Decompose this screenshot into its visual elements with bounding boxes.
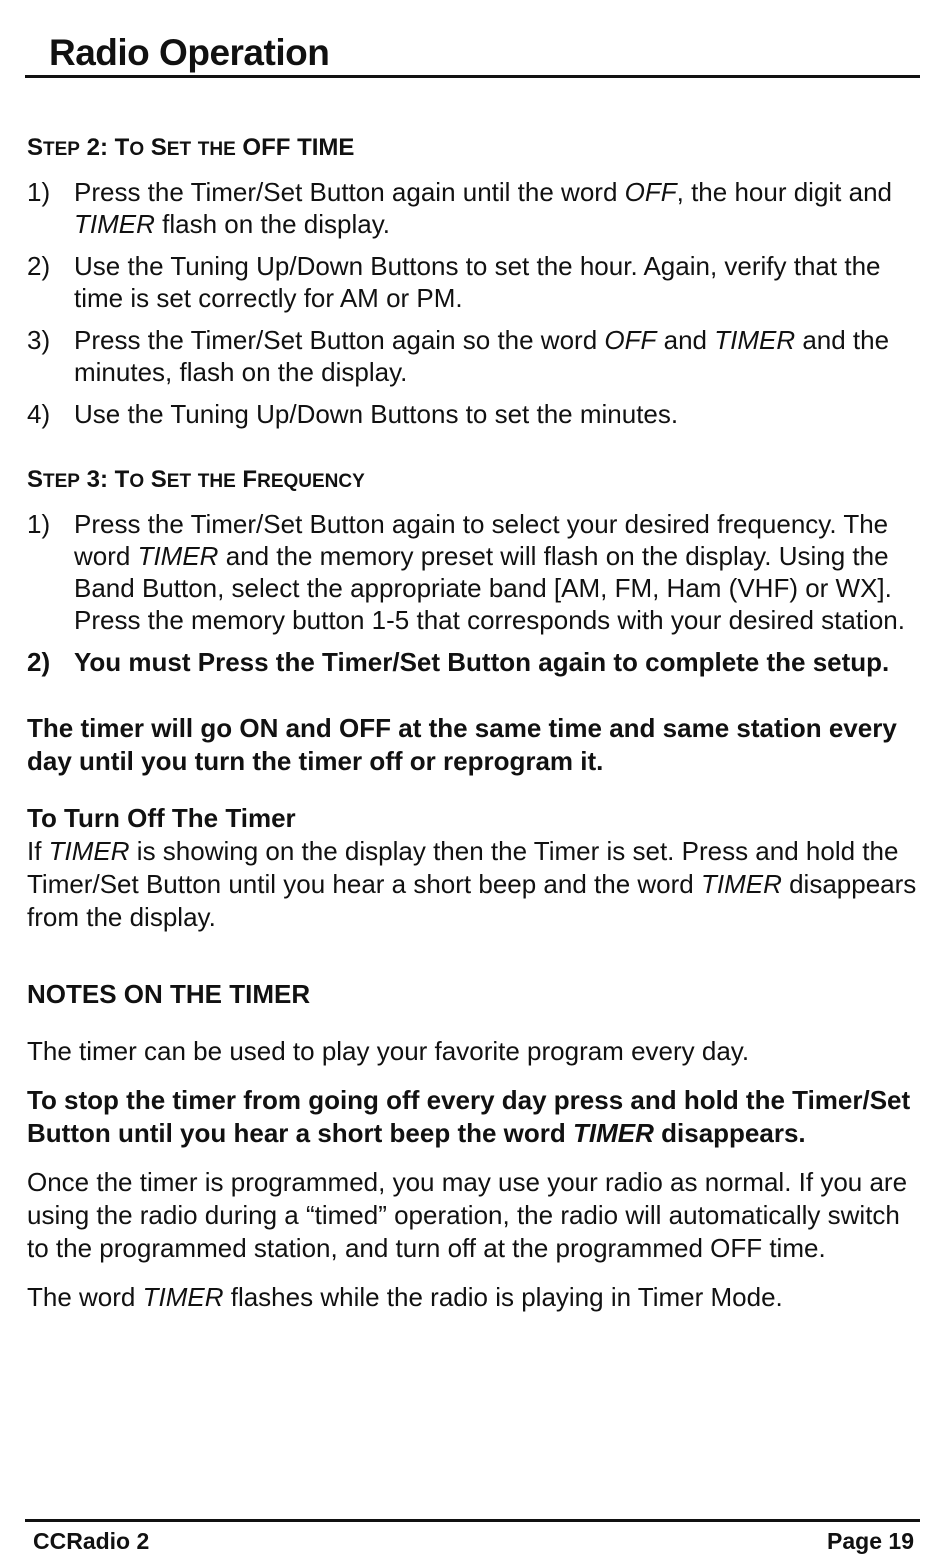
heading-text: REQUENCY (257, 471, 365, 492)
step2-heading (27, 134, 920, 162)
heading-text: 3: (79, 466, 115, 493)
text-run: flashes while the radio is playing in Timer Mode. (223, 1282, 783, 1312)
heading-text: THE (197, 471, 236, 492)
heading-text: OFF TIME (235, 134, 355, 161)
text-run: Press the Timer/Set Button again so the word (74, 325, 605, 355)
text-run: Use the Tuning Up/Down Buttons to set the minutes. (74, 399, 679, 429)
emphasis-text: TIMER (573, 1118, 654, 1148)
page-number: Page 19 (827, 1528, 914, 1554)
list-item-number: 4) (27, 399, 51, 429)
text-run: You must Press the Timer/Set Button again to complete the setup. (74, 647, 890, 677)
list-item-number: 1) (27, 509, 51, 539)
heading-text: O (129, 139, 145, 160)
heading-text: T (114, 466, 130, 493)
turn-off-paragraph (27, 835, 920, 934)
heading-text (144, 466, 151, 493)
text-run: flash on the display. (154, 209, 390, 239)
heading-text: O (129, 471, 145, 492)
text-run: The word (27, 1282, 143, 1312)
list-item (27, 646, 920, 678)
notes-paragraph-2 (27, 1084, 920, 1150)
heading-text: 2: (79, 134, 115, 161)
heading-text: TEP (43, 139, 80, 160)
page-footer (25, 1519, 920, 1554)
text-run: Press the Timer/Set Button again until the word (74, 177, 625, 207)
list-item-number: 2) (27, 251, 51, 281)
turn-off-heading: To Turn Off The Timer (27, 803, 296, 833)
list-item (27, 324, 920, 388)
page-content (27, 128, 920, 1314)
page-header (25, 30, 920, 78)
heading-text: F (242, 466, 258, 493)
text-run: If (27, 836, 49, 866)
step3-list (27, 508, 920, 678)
text-run: , the hour digit and (676, 177, 893, 207)
text-run: Press the Timer/Set Button again to select your desired frequency. The word (74, 509, 889, 571)
footer-model: CCRadio 2 (33, 1528, 150, 1554)
emphasis-text: TIMER (700, 869, 782, 899)
page-title: Radio Operation (49, 32, 330, 73)
text-run: disappears from the display. (27, 869, 917, 932)
heading-text: T (114, 134, 130, 161)
step3-heading (27, 466, 920, 494)
text-run: To stop the timer from going off every day press and hold the Timer/Set Button until you hear a short beep the word (27, 1085, 911, 1148)
heading-text (191, 466, 198, 493)
list-item (27, 250, 920, 314)
notes-paragraph-1: The timer can be used to play your favorite program every day. (27, 1036, 750, 1066)
heading-text: S (150, 466, 167, 493)
text-run: is showing on the display then the Timer is set. Press and hold the Timer/Set Button until you hear a short beep and the word (27, 836, 899, 899)
heading-text (191, 134, 198, 161)
step2-list (27, 176, 920, 430)
heading-text: S (150, 134, 167, 161)
heading-text: S (27, 134, 44, 161)
text-run: and the minutes, flash on the display. (74, 325, 890, 387)
list-item-number: 1) (27, 177, 51, 207)
emphasis-text: TIMER (74, 209, 155, 239)
emphasis-text: OFF (624, 177, 677, 207)
heading-text (144, 134, 151, 161)
heading-text: THE (197, 139, 236, 160)
list-item-number: 2) (27, 647, 51, 677)
emphasis-text: TIMER (48, 836, 130, 866)
emphasis-text: TIMER (142, 1282, 224, 1312)
text-run: and the memory preset will flash on the display. Using the Band Button, select the appropriate band [AM, FM, Ham (VHF) or WX]. Press the memory button 1-5 that corresponds with your desired station. (74, 541, 905, 635)
heading-text: ET (166, 471, 192, 492)
list-item (27, 508, 920, 636)
list-item (27, 176, 920, 240)
emphasis-text: TIMER (137, 541, 219, 571)
heading-text: S (27, 466, 44, 493)
heading-text: ET (166, 139, 192, 160)
notes-paragraph-3: Once the timer is programmed, you may use your radio as normal. If you are using the radio during a “timed” operation, the radio will automatically switch to the programmed station, and turn off at the programmed OFF time. (27, 1167, 908, 1263)
text-run: and (656, 325, 715, 355)
emphasis-text: OFF (604, 325, 657, 355)
text-run: Use the Tuning Up/Down Buttons to set the hour. Again, verify that the time is set correctly for AM or PM. (74, 251, 881, 313)
list-item (27, 398, 920, 430)
heading-text: TEP (43, 471, 80, 492)
list-item-number: 3) (27, 325, 51, 355)
notes-paragraph-4 (27, 1281, 920, 1314)
text-run: disappears. (653, 1118, 806, 1148)
emphasis-text: TIMER (714, 325, 796, 355)
notes-heading: NOTES ON THE TIMER (27, 979, 311, 1009)
timer-note: The timer will go ON and OFF at the same time and same station every day until you turn the timer off or reprogram it. (27, 713, 897, 776)
